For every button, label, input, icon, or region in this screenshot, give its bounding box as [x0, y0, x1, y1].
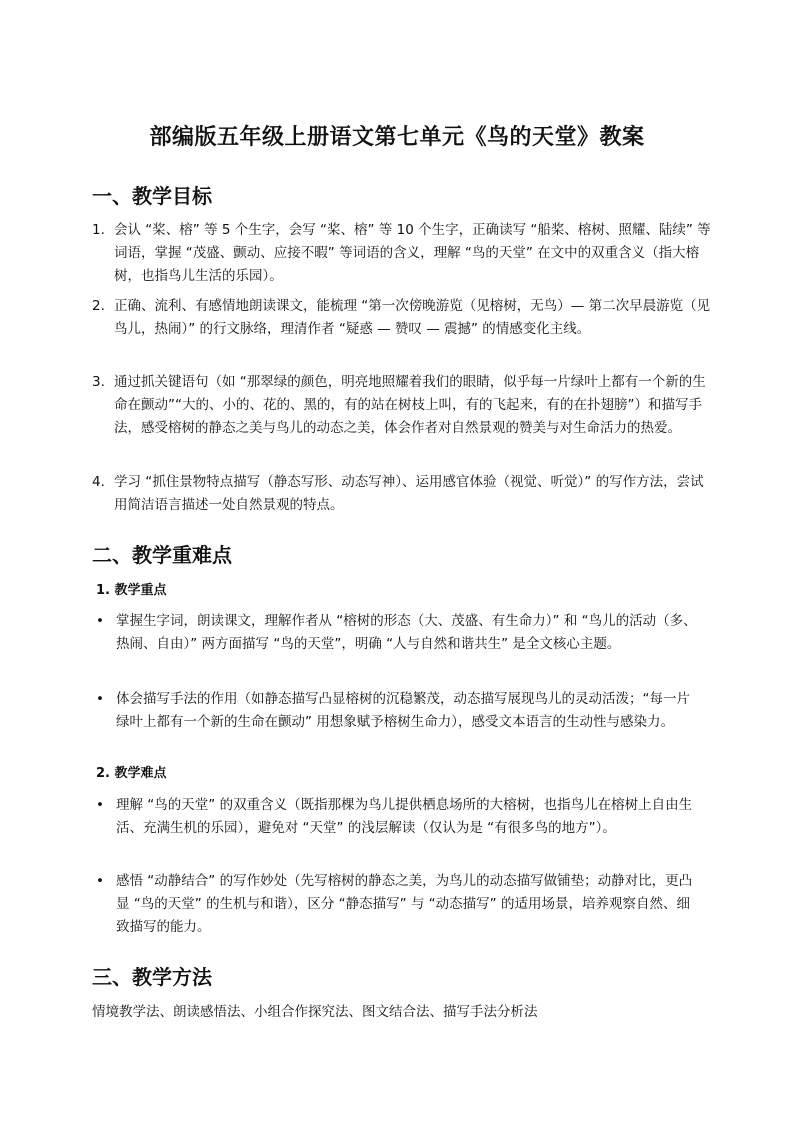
objective-item	[92, 371, 712, 440]
item-number: 3.	[92, 374, 105, 390]
bullet-dot: •	[96, 613, 104, 629]
bullet-text: 理解 “鸟的天堂” 的双重含义（既指那棵为鸟儿提供栖息场所的大榕树，也指鸟儿在榕树上自由生活、充满生机的乐园），避免对 “天堂” 的浅层解读（仅认为是 “有很多鸟的地方”）。	[116, 797, 693, 836]
document-title: 部编版五年级上册语文第七单元《鸟的天堂》教案	[149, 124, 645, 150]
subheading-key-points: 1. 教学重点	[96, 583, 167, 598]
objective-item	[92, 471, 712, 517]
section-heading-objectives: 一、教学目标	[92, 184, 212, 208]
bullet-text: 感悟 “动静结合” 的写作妙处（先写榕树的静态之美，为鸟儿的动态描写做铺垫；动静对比，更凸显 “鸟的天堂” 的生机与和谐），区分 “静态描写” 与 “动态描写” 的适用场景，培养观察自然、细致描写的能力。	[116, 873, 693, 935]
bullet-dot: •	[96, 691, 104, 707]
methods-text: 情境教学法、朗读感悟法、小组合作探究法、图文结合法、描写手法分析法	[92, 1004, 538, 1020]
bullet-text: 体会描写手法的作用（如静态描写凸显榕树的沉稳繁茂，动态描写展现鸟儿的灵动活泼；“每一片绿叶上都有一个新的生命在颤动” 用想象赋予榕树生命力），感受文本语言的生动性与感染力。	[116, 691, 690, 730]
bullet-dot: •	[96, 797, 104, 813]
objective-item	[92, 295, 712, 341]
item-number: 4.	[92, 474, 105, 490]
section-heading-methods: 三、教学方法	[92, 965, 212, 989]
item-text: 学习 “抓住景物特点描写（静态写形、动态写神）、运用感官体验（视觉、听觉）” 的写作方法，尝试用简洁语言描述一处自然景观的特点。	[114, 474, 704, 513]
bullet-text: 掌握生字词，朗读课文，理解作者从 “榕树的形态（大、茂盛、有生命力）” 和 “鸟儿的活动（多、热闹、自由）” 两方面描写 “鸟的天堂”，明确 “人与自然和谐共生” 是全文核心主题。	[116, 613, 697, 652]
subheading-difficulties: 2. 教学难点	[96, 766, 167, 781]
item-text: 通过抓关键语句（如 “那翠绿的颜色，明亮地照耀着我们的眼睛，似乎每一片绿叶上都有一个新的生命在颤动”“大的、小的、花的、黑的，有的站在树枝上叫，有的飞起来，有的在扑翅膀”）和描写手法，感受榕树的静态之美与鸟儿的动态之美，体会作者对自然景观的赞美与对生命活力的热爱。	[114, 374, 706, 436]
bullet-item	[96, 688, 702, 734]
item-text: 正确、流利、有感情地朗读课文，能梳理 “第一次傍晚游览（见榕树，无鸟）— 第二次早晨游览（见鸟儿，热闹）” 的行文脉络，理清作者 “疑惑 — 赞叹 — 震撼” 的情感变化主线。	[114, 298, 711, 337]
bullet-item	[96, 870, 702, 939]
item-text: 会认 “桨、榕” 等 5 个生字，会写 “桨、榕” 等 10 个生字，正确读写 “船桨、榕树、照耀、陆续” 等词语，掌握 “茂盛、颤动、应接不暇” 等词语的含义，理解 “鸟的天堂” 在文中的双重含义（指大榕树，也指鸟儿生活的乐园）。	[114, 222, 711, 284]
bullet-dot: •	[96, 873, 104, 889]
section-heading-key-points: 二、教学重难点	[92, 543, 232, 567]
item-number: 1.	[92, 222, 105, 238]
bullet-item	[96, 794, 702, 840]
item-number: 2.	[92, 298, 105, 314]
bullet-item	[96, 610, 702, 656]
objective-item	[92, 219, 712, 288]
